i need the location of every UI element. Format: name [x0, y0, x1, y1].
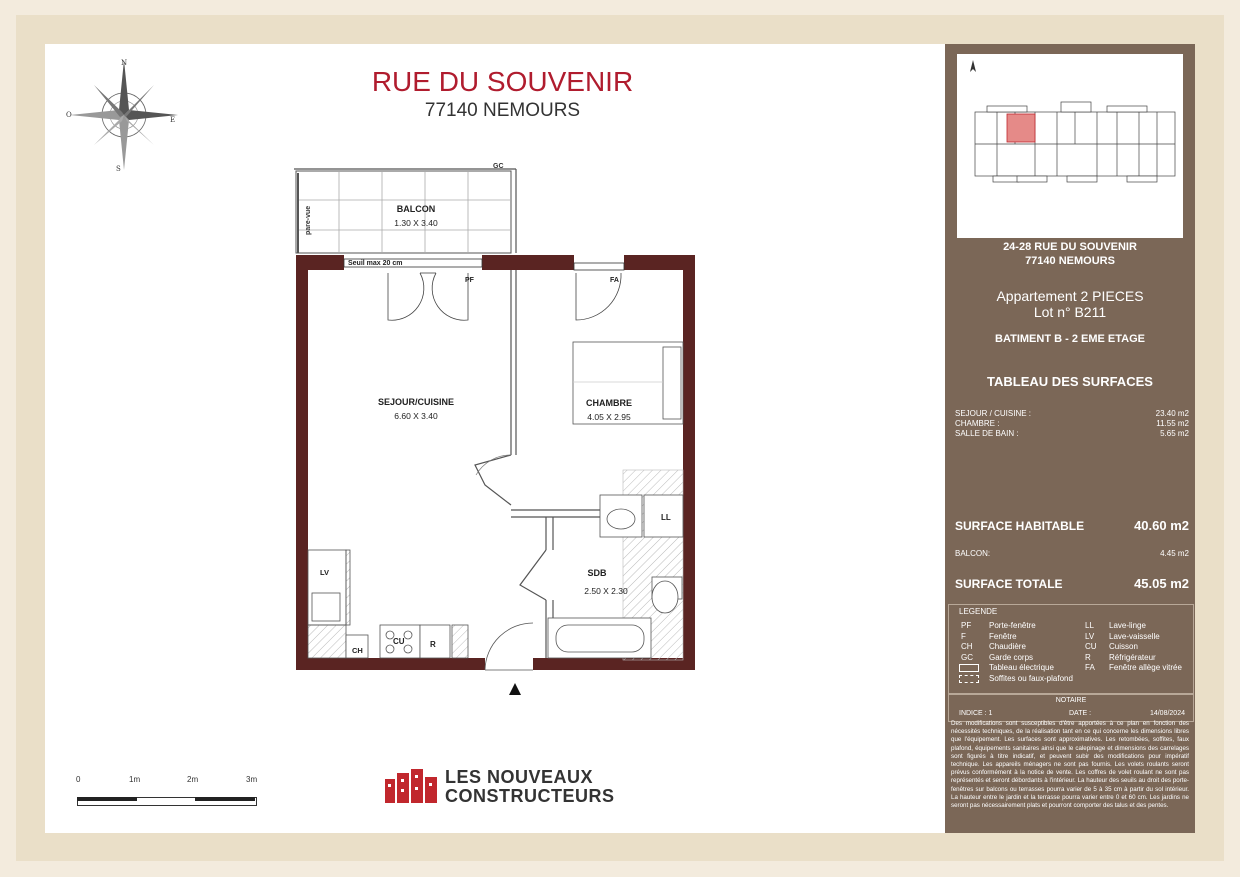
legend-left-code-1: F [961, 631, 966, 641]
compass-o: O [66, 111, 72, 119]
compass-rose-icon [60, 55, 185, 175]
lv-label: LV [320, 568, 330, 577]
legend-right-text-1: Lave-vaisselle [1109, 631, 1160, 641]
balcon-name: BALCON [396, 204, 436, 214]
legend-right-code-3: R [1085, 652, 1091, 662]
highlighted-lot [1007, 114, 1035, 142]
ch-label: CH [352, 646, 363, 655]
notaire-label: NOTAIRE [1055, 697, 1087, 704]
legend-left-code-3: GC [961, 652, 973, 662]
compass-e: E [170, 116, 176, 124]
entrance-arrow-icon [509, 683, 521, 695]
logo-buildings-icon [383, 769, 441, 805]
legend-right-code-0: LL [1085, 621, 1094, 630]
legend-left-code-2: CH [961, 642, 973, 651]
panel-address2: 77140 NEMOURS [1025, 255, 1115, 267]
pare-vue-label: pare-vue [305, 205, 312, 235]
legend-right-code-4: FA [1085, 663, 1095, 672]
gc-label: GC [493, 163, 504, 170]
floor-plan [280, 155, 710, 700]
room-name-0: SEJOUR / CUISINE : [955, 409, 1032, 418]
scale-label-3m: 3m [246, 775, 258, 784]
ll-label: LL [661, 513, 671, 522]
sdb-dimensions: 2.50 X 2.30 [584, 586, 628, 596]
chambre-name: CHAMBRE [586, 398, 632, 408]
legend-left-text-2: Chaudière [989, 642, 1026, 651]
legend-left-text-4: Tableau électrique [989, 663, 1054, 672]
legend-box [948, 604, 1194, 694]
kitchen-units [308, 550, 468, 658]
legend-left-code-0: PF [961, 621, 972, 630]
compass-s: S [116, 165, 121, 173]
sejour-door [476, 455, 511, 475]
balcon-value: 4.45 m2 [1160, 549, 1189, 558]
surface-totale-value: 45.05 m2 [1134, 576, 1189, 591]
room-area-0: 23.40 m2 [1155, 409, 1189, 418]
panel-address1: 24-28 RUE DU SOUVENIR [1003, 241, 1137, 253]
balcon-label: BALCON: [955, 549, 991, 558]
entrance-door [485, 623, 533, 670]
indice-label: INDICE : 1 [959, 710, 993, 717]
legend-right-text-0: Lave-linge [1109, 621, 1146, 630]
compass-n: N [121, 59, 128, 67]
pf-label: PF [465, 277, 474, 284]
room-name-1: CHAMBRE : [955, 419, 1000, 428]
date-value: 14/08/2024 [1149, 710, 1185, 717]
building-outline [975, 102, 1175, 182]
room-name-2: SALLE DE BAIN : [955, 429, 1019, 438]
soffite-icon [959, 675, 979, 683]
tableau-electrique-icon [959, 664, 979, 672]
room-area-1: 11.55 m2 [1156, 419, 1189, 428]
scale-label-0: 0 [76, 775, 81, 784]
legend-left-text-0: Porte-fenêtre [989, 621, 1036, 630]
r-label: R [430, 640, 436, 649]
sejour-name: SEJOUR/CUISINE [377, 397, 455, 407]
surface-habitable-value: 40.60 m2 [1134, 518, 1189, 533]
info-panel [945, 44, 1195, 833]
lot-number: Lot n° B211 [1033, 304, 1107, 320]
fa-label: FA [610, 277, 619, 284]
scale-label-2m: 2m [187, 775, 199, 784]
legend-title: LEGENDE [959, 607, 998, 616]
legend-right-code-2: CU [1085, 642, 1097, 651]
bathtub [548, 618, 651, 658]
porte-fenetre-doors [388, 273, 468, 320]
legend-left-text-1: Fenêtre [989, 631, 1017, 641]
disclaimer-text: Des modifications sont susceptibles d'être apportées à ce plan en fonction des nécessités techniques, de la réalisation tant en ce qui concerne les dimensions libres que l'équipement. Les surfaces sont approximatives. Les retombées, soffites, faux plafond, équipements sanitaires ainsi que le calepinage et dimensions des carrelages sont figurés à titre indicatif, et peuvent subir des modifications pour impératif technique. Les appareils ménagers ne sont pas fournis. Les volets roulants seront prévus conformément à la notice de vente. Les coffres de volet roulant ne sont pas représentés et seront débordants à l'intérieur. La hauteur des seuils au droit des porte-fenêtres sur balcons ou terrasses pourra varier de 5 à 35 cm à partir du sol intérieur. La hauteur entre le jardin et la terrasse pourra varier entre 0 et 60 cm. Les jardins ne seront pas nécessairement plats et pourront comporter des talus et des pentes. [951, 720, 1189, 810]
city-title: 77140 NEMOURS [424, 100, 581, 121]
chambre-dimensions: 4.05 X 2.95 [587, 412, 631, 422]
building-key-plan [957, 54, 1183, 238]
legend-right-code-1: LV [1085, 631, 1095, 641]
surface-habitable-label: SURFACE HABITABLE [955, 519, 1085, 533]
legend-right-text-3: Réfrigérateur [1109, 652, 1156, 662]
interior-walls [475, 270, 600, 658]
sejour-dimensions: 6.60 X 3.40 [394, 411, 438, 421]
legend-right-text-2: Cuisson [1109, 642, 1138, 651]
legend-right-text-4: Fenêtre allège vitrée [1109, 663, 1182, 672]
sdb-name: SDB [587, 568, 607, 578]
north-arrow-icon [970, 60, 976, 72]
balcon-dimensions: 1.30 X 3.40 [394, 218, 438, 228]
apartment-type: Appartement 2 PIECES [996, 288, 1144, 304]
scale-label-1m: 1m [129, 775, 141, 784]
legend-left-text-5: Soffites ou faux-plafond [989, 673, 1073, 683]
sink [600, 495, 642, 537]
table-title: TABLEAU DES SURFACES [987, 374, 1153, 389]
cu-label: CU [393, 637, 405, 646]
batiment-floor: BATIMENT B - 2 EME ETAGE [995, 333, 1145, 345]
legend-left-text-3: Garde corps [989, 652, 1034, 662]
room-area-2: 5.65 m2 [1160, 429, 1189, 438]
street-title: RUE DU SOUVENIR [371, 66, 634, 97]
surface-totale-label: SURFACE TOTALE [955, 577, 1063, 591]
logo-line1: LES NOUVEAUX [445, 767, 594, 787]
seuil-label: Seuil max 20 cm [348, 260, 403, 267]
logo-line2: CONSTRUCTEURS [445, 786, 615, 806]
notaire-box [948, 694, 1194, 722]
date-label: DATE : [1069, 710, 1092, 717]
